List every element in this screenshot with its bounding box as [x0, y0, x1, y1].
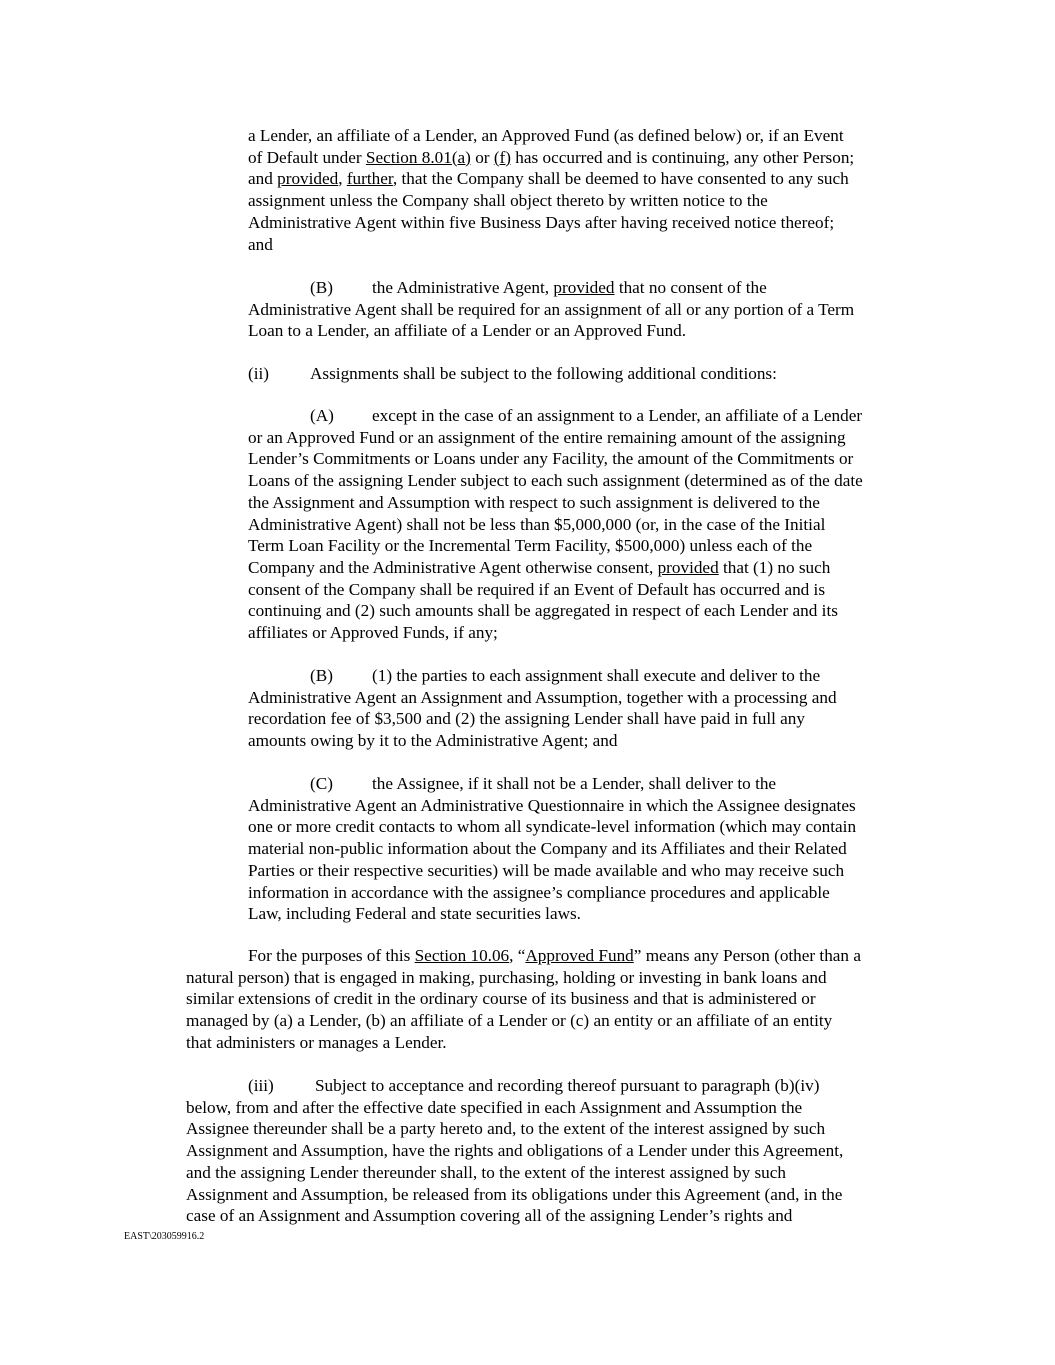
- text-line: material non-public information about the Company and its Affiliates and their Related: [248, 839, 847, 859]
- text-line: recordation fee of $3,500 and (2) the assigning Lender shall have paid in full any: [248, 709, 805, 729]
- text-line: similar extensions of credit in the ordinary course of its business and that is administered or: [186, 989, 816, 1009]
- clause-label: (ii): [248, 364, 269, 383]
- clause-b-parties: [248, 665, 837, 752]
- text-line: and provided, further, that the Company shall be deemed to have consented to any such: [248, 169, 849, 189]
- defined-term: Approved Fund: [525, 946, 634, 965]
- section-reference: Section 8.01(a): [365, 147, 471, 167]
- text-line: Assignment and Assumption, be released from its obligations under this Agreement (and, in the: [186, 1184, 843, 1204]
- underlined-term: provided: [657, 557, 719, 577]
- text-line: of Default under Section 8.01(a) or (f) has occurred and is continuing, any other Person;: [248, 147, 855, 167]
- text-line: Administrative Agent an Administrative Questionnaire in which the Assignee designates: [248, 795, 856, 815]
- text-line: (iii) Subject to acceptance and recording thereof pursuant to paragraph (b)(iv): [248, 1076, 820, 1095]
- text-line: a Lender, an affiliate of a Lender, an Approved Fund (as defined below) or, if an Event: [248, 126, 844, 145]
- underlined-term: provided: [553, 278, 615, 297]
- text-line: (C) the Assignee, if it shall not be a Lender, shall deliver to the: [310, 774, 777, 793]
- clause-label: (C): [310, 774, 333, 793]
- text-line: and: [248, 234, 273, 254]
- text-line: Assignment and Assumption, have the rights and obligations of a Lender under this Agreement,: [186, 1141, 844, 1161]
- text-line: consent of the Company shall be required if an Event of Default has occurred and is: [248, 579, 826, 599]
- text-line: Administrative Agent) shall not be less than $5,000,000 (or, in the case of the Initial: [248, 514, 826, 534]
- clause-ii: [248, 363, 777, 385]
- document-id-footer: EAST\203059916.2: [124, 1231, 205, 1242]
- text-line: case of an Assignment and Assumption covering all of the assigning Lender’s rights and: [186, 1206, 793, 1226]
- text-line: (ii) Assignments shall be subject to the following additional conditions:: [248, 364, 777, 383]
- text-line: Lender’s Commitments or Loans under any Facility, the amount of the Commitments or: [248, 449, 854, 469]
- text-line: (B) (1) the parties to each assignment shall execute and deliver to the: [310, 666, 821, 685]
- text-line: the Assignment and Assumption with respect to such assignment is delivered to the: [248, 492, 820, 512]
- text-line: Assignee thereunder shall be a party hereto and, to the extent of the interest assigned by such: [186, 1119, 826, 1139]
- approved-fund-definition: [186, 945, 861, 1054]
- text-line: Law, including Federal and state securities laws.: [248, 904, 581, 924]
- text-line: assignment unless the Company shall object thereto by written notice to the: [248, 191, 768, 211]
- text-line: that administers or manages a Lender.: [186, 1032, 447, 1052]
- text-line: Parties or their respective securities) will be made available and who may receive such: [248, 860, 845, 880]
- text-line: (B) the Administrative Agent, provided that no consent of the: [310, 278, 767, 297]
- clause-a: [248, 405, 863, 644]
- text-line: or an Approved Fund or an assignment of the entire remaining amount of the assigning: [248, 427, 846, 447]
- text-line: Administrative Agent an Assignment and Assumption, together with a processing and: [248, 687, 837, 707]
- text-line: Administrative Agent within five Business Days after having received notice thereof;: [248, 212, 835, 232]
- clause-label: (B): [310, 278, 333, 297]
- text-line: Loan to a Lender, an affiliate of a Lender or an Approved Fund.: [248, 321, 687, 341]
- text-line: Administrative Agent shall be required for an assignment of all or any portion of a Term: [248, 299, 855, 319]
- clause-label: (A): [310, 406, 334, 425]
- paragraph-continuation: [248, 125, 854, 255]
- text-line: information in accordance with the assignee’s compliance procedures and applicable: [248, 882, 830, 902]
- clause-label: (iii): [248, 1076, 274, 1095]
- text-line: natural person) that is engaged in making, purchasing, holding or investing in bank loans and: [186, 967, 827, 987]
- text-line: Loans of the assigning Lender subject to each such assignment (determined as of the date: [248, 471, 863, 491]
- underlined-term: further: [346, 169, 393, 189]
- text-line: affiliates or Approved Funds, if any;: [248, 623, 498, 643]
- clause-label: (B): [310, 666, 333, 685]
- clause-b-administrative-agent: [248, 277, 854, 342]
- text-line: Term Loan Facility or the Incremental Term Facility, $500,000) unless each of the: [248, 536, 813, 556]
- text-line: one or more credit contacts to whom all syndicate-level information (which may contain: [248, 817, 857, 837]
- clause-iii: [186, 1075, 843, 1227]
- text-line: below, from and after the effective date specified in each Assignment and Assumption the: [186, 1097, 803, 1117]
- text-line: (A) except in the case of an assignment to a Lender, an affiliate of a Lender: [310, 406, 863, 425]
- section-reference: Section 10.06: [414, 946, 510, 965]
- text-line: Company and the Administrative Agent otherwise consent, provided that (1) no such: [248, 557, 831, 577]
- underlined-term: provided: [277, 169, 339, 189]
- text-line: continuing and (2) such amounts shall be aggregated in respect of each Lender and its: [248, 601, 838, 621]
- text-line: amounts owing by it to the Administrative Agent; and: [248, 731, 618, 751]
- text-line: and the assigning Lender thereunder shall, to the extent of the interest assigned by such: [186, 1162, 786, 1182]
- clause-reference: (f): [493, 147, 511, 167]
- clause-c: [248, 773, 856, 925]
- text-line: managed by (a) a Lender, (b) an affiliate of a Lender or (c) an entity or an affiliate of an entity: [186, 1011, 833, 1031]
- text-line: For the purposes of this Section 10.06, “Approved Fund” means any Person (other than a: [248, 946, 861, 965]
